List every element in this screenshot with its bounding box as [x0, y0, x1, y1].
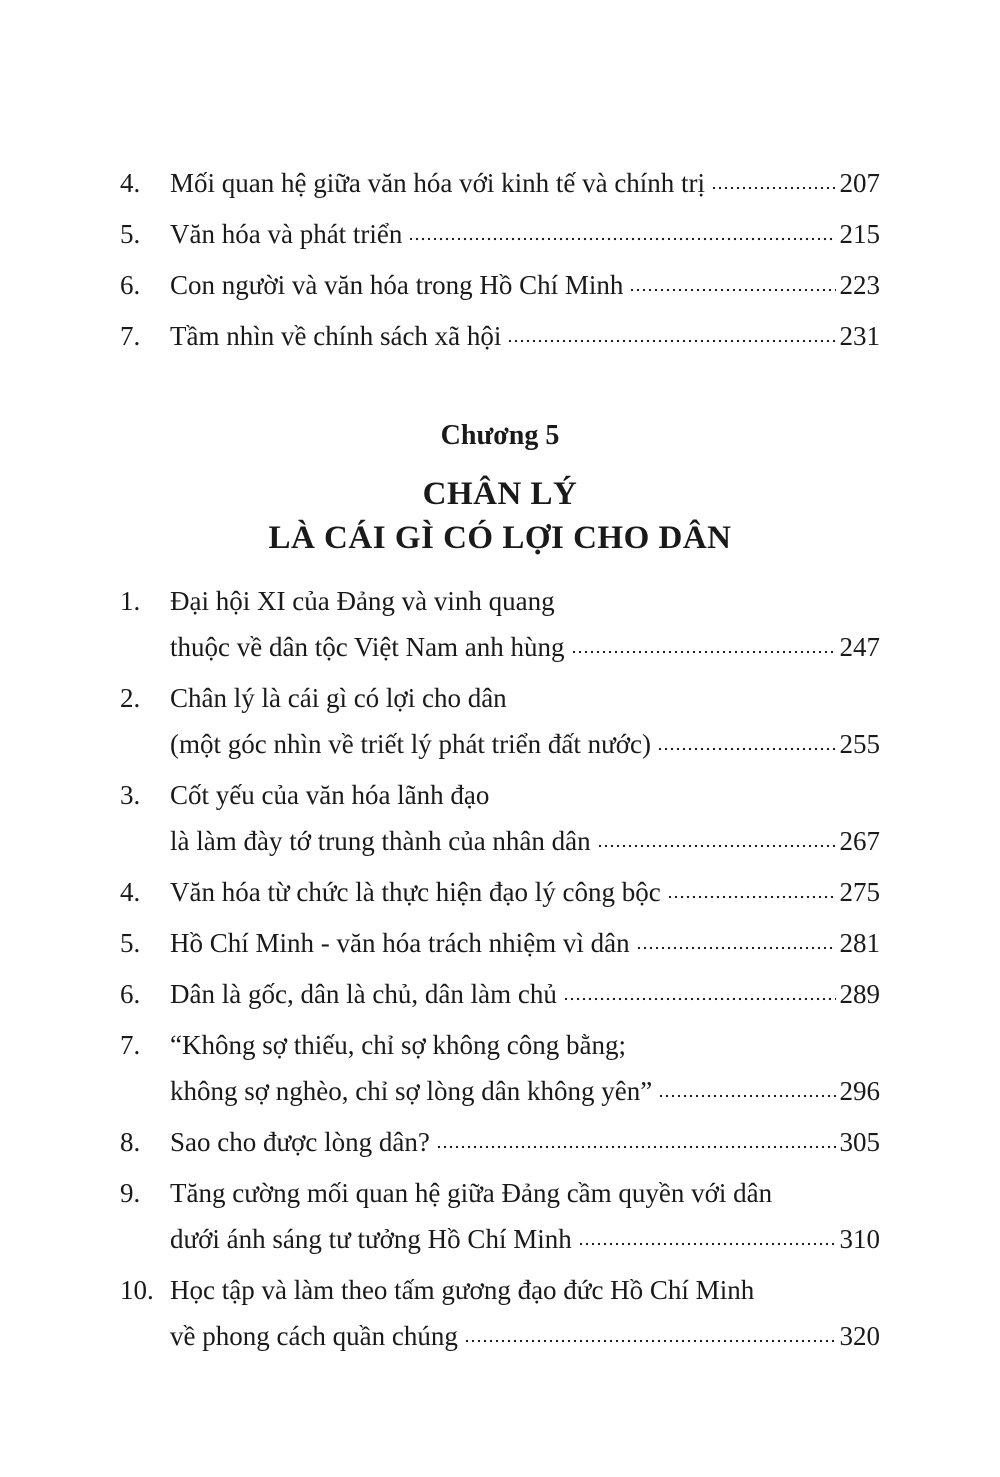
entry-title: Tầm nhìn về chính sách xã hội: [170, 321, 502, 351]
toc-entry[interactable]: [120, 211, 880, 257]
toc-entry[interactable]: [120, 160, 880, 206]
entry-title-line: (một góc nhìn về triết lý phát triển đất nước): [170, 729, 652, 759]
entry-page-number: 223: [839, 270, 880, 300]
dot-leader: [571, 649, 836, 655]
entry-title-line: dưới ánh sáng tư tưởng Hồ Chí Minh: [170, 1224, 572, 1254]
entry-title-line: Đại hội XI của Đảng và vinh quang: [170, 586, 555, 616]
entry-page-number: 310: [839, 1224, 880, 1254]
dot-leader: [711, 185, 835, 191]
dot-leader: [629, 287, 835, 293]
entry-page-number: 231: [839, 321, 880, 351]
dot-leader: [667, 894, 836, 900]
entry-title: Dân là gốc, dân là chủ, dân làm chủ: [170, 979, 557, 1009]
entry-page-number: 296: [839, 1076, 880, 1106]
entry-title: Văn hóa và phát triển: [170, 219, 403, 249]
entry-page-number: 305: [839, 1127, 880, 1157]
toc-entry[interactable]: [120, 1022, 880, 1114]
entry-page-number: 215: [839, 219, 880, 249]
entry-title-line: là làm đày tớ trung thành của nhân dân: [170, 826, 591, 856]
entry-title: Hồ Chí Minh - văn hóa trách nhiệm vì dân: [170, 928, 630, 958]
entry-title: Con người và văn hóa trong Hồ Chí Minh: [170, 270, 624, 300]
entry-title-line: về phong cách quần chúng: [170, 1321, 458, 1351]
toc-entry[interactable]: [120, 313, 880, 359]
entry-page-number: 247: [839, 632, 880, 662]
entry-title-line: “Không sợ thiếu, chỉ sợ không công bằng;: [170, 1030, 626, 1060]
chapter-title: [0, 472, 1000, 560]
dot-leader: [657, 746, 835, 752]
dot-leader: [636, 945, 836, 951]
toc-entry[interactable]: [120, 578, 880, 670]
entry-title-line: Tăng cường mối quan hệ giữa Đảng cầm quyền với dân: [170, 1178, 773, 1208]
entry-number: 4.: [120, 877, 141, 907]
entry-page-number: 267: [839, 826, 880, 856]
entry-title: Văn hóa từ chức là thực hiện đạo lý công bộc: [170, 877, 661, 907]
dot-leader: [507, 338, 835, 344]
toc-entry[interactable]: [120, 1267, 880, 1359]
entry-page-number: 289: [839, 979, 880, 1009]
dot-leader: [578, 1241, 836, 1247]
dot-leader: [597, 843, 836, 849]
entry-number: 5.: [120, 219, 141, 249]
entry-page-number: 320: [839, 1321, 880, 1351]
chapter-label: Chương 5: [440, 420, 560, 451]
toc-entry[interactable]: [120, 1170, 880, 1262]
entry-title-line: Học tập và làm theo tấm gương đạo đức Hồ Chí Minh: [170, 1275, 755, 1305]
entry-title: Mối quan hệ giữa văn hóa với kinh tế và chính trị: [170, 168, 706, 198]
entry-number: 1.: [120, 586, 141, 616]
entry-number: 5.: [120, 928, 141, 958]
entry-number: 6.: [120, 270, 141, 300]
entry-number: 8.: [120, 1127, 141, 1157]
entry-number: 9.: [120, 1178, 141, 1208]
entry-page-number: 255: [839, 729, 880, 759]
entry-number: 10.: [120, 1275, 154, 1305]
toc-entry[interactable]: [120, 971, 880, 1017]
entry-page-number: 275: [839, 877, 880, 907]
dot-leader: [563, 996, 836, 1002]
entry-number: 4.: [120, 168, 141, 198]
entry-number: 2.: [120, 683, 141, 713]
dot-leader: [408, 236, 835, 242]
toc-chapter-group: [120, 578, 880, 1359]
entry-number: 6.: [120, 979, 141, 1009]
toc-entry[interactable]: [120, 262, 880, 308]
chapter-title-line: LÀ CÁI GÌ CÓ LỢI CHO DÂN: [268, 520, 732, 556]
entry-title-line: Chân lý là cái gì có lợi cho dân: [170, 683, 507, 713]
toc-top-group: [120, 160, 880, 359]
dot-leader: [436, 1144, 836, 1150]
entry-number: 3.: [120, 780, 141, 810]
entry-title-line: không sợ nghèo, chỉ sợ lòng dân không yên”: [170, 1076, 653, 1106]
entry-number: 7.: [120, 1030, 141, 1060]
entry-title-line: thuộc về dân tộc Việt Nam anh hùng: [170, 632, 565, 662]
toc-entry[interactable]: [120, 869, 880, 915]
dot-leader: [658, 1093, 835, 1099]
entry-title-line: Cốt yếu của văn hóa lãnh đạo: [170, 780, 490, 810]
toc-entry[interactable]: [120, 1119, 880, 1165]
entry-number: 7.: [120, 321, 141, 351]
dot-leader: [464, 1338, 836, 1344]
entry-title: Sao cho được lòng dân?: [170, 1127, 430, 1157]
toc-entry[interactable]: [120, 772, 880, 864]
chapter-title-line: CHÂN LÝ: [422, 476, 578, 512]
entry-page-number: 207: [839, 168, 880, 198]
toc-entry[interactable]: [120, 675, 880, 767]
toc-entry[interactable]: [120, 920, 880, 966]
entry-page-number: 281: [839, 928, 880, 958]
